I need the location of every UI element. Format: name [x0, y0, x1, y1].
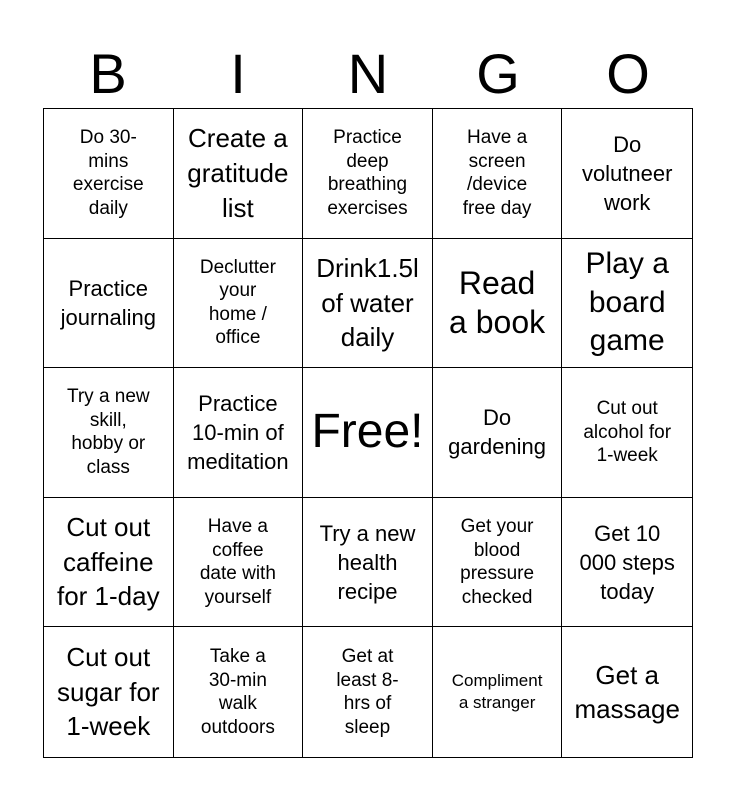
cell-text: Practice deep breathing exercises	[327, 127, 408, 219]
cell-text: Get 10 000 steps today	[579, 520, 675, 604]
bingo-cell[interactable]	[433, 239, 563, 369]
cell-text: Practice 10-min of meditation	[187, 390, 289, 474]
bingo-cell[interactable]	[433, 498, 563, 628]
bingo-header	[43, 40, 693, 108]
bingo-cell[interactable]	[44, 239, 174, 369]
bingo-cell[interactable]	[174, 109, 304, 239]
cell-text: Do 30- mins exercise daily	[72, 127, 144, 219]
bingo-cell[interactable]	[44, 109, 174, 239]
header-letter-i: I	[230, 42, 246, 105]
cell-text: Get at least 8- hrs of sleep	[336, 646, 399, 738]
cell-text: Try a new health recipe	[319, 520, 416, 604]
header-letter-n: N	[347, 42, 389, 105]
header-letter-o: O	[606, 42, 650, 105]
bingo-cell[interactable]	[562, 627, 692, 757]
cell-text: Practice journaling	[60, 275, 156, 330]
bingo-cell[interactable]	[433, 627, 563, 757]
cell-text: Drink1.5l of water daily	[316, 253, 419, 353]
bingo-cell free-cell[interactable]	[303, 368, 433, 498]
bingo-cell[interactable]	[562, 368, 692, 498]
cell-text: Read a book	[449, 264, 546, 340]
bingo-cell[interactable]	[174, 368, 304, 498]
free-space-text: Free!	[311, 405, 424, 459]
cell-text: Have a screen /device free day	[462, 127, 532, 219]
bingo-cell[interactable]	[174, 627, 304, 757]
cell-text: Do gardening	[448, 405, 547, 460]
bingo-cell[interactable]	[303, 627, 433, 757]
bingo-cell[interactable]	[562, 239, 692, 369]
cell-text: Get a massage	[574, 659, 680, 725]
header-letter-g: G	[476, 42, 520, 105]
cell-text: Cut out caffeine for 1-day	[56, 512, 160, 612]
cell-text: Play a board game	[585, 247, 669, 358]
cell-text: Create a gratitude list	[187, 123, 289, 223]
cell-text: Take a 30-min walk outdoors	[200, 646, 275, 738]
bingo-cell[interactable]	[433, 109, 563, 239]
cell-text: Try a new skill, hobby or class	[66, 386, 150, 479]
bingo-cell[interactable]	[303, 109, 433, 239]
cell-text: Get your blood pressure checked	[460, 516, 535, 608]
bingo-cell[interactable]	[303, 239, 433, 369]
bingo-cell[interactable]	[433, 368, 563, 498]
bingo-cell[interactable]	[303, 498, 433, 628]
bingo-cell[interactable]	[44, 368, 174, 498]
cell-text: Have a coffee date with yourself	[199, 516, 276, 608]
cell-text: Cut out alcohol for 1-week	[583, 398, 672, 467]
bingo-cell[interactable]	[562, 498, 692, 628]
cell-text: Declutter your home / office	[199, 256, 276, 349]
bingo-cell[interactable]	[44, 627, 174, 757]
cell-text: Cut out sugar for 1-week	[56, 642, 160, 742]
cell-text: Compliment a stranger	[451, 671, 543, 713]
bingo-cell[interactable]	[44, 498, 174, 628]
bingo-cell[interactable]	[562, 109, 692, 239]
bingo-cell[interactable]	[174, 239, 304, 369]
header-letter-b: B	[89, 42, 127, 105]
bingo-cell[interactable]	[174, 498, 304, 628]
bingo-board	[43, 108, 693, 758]
cell-text: Do volutneer work	[581, 131, 673, 215]
